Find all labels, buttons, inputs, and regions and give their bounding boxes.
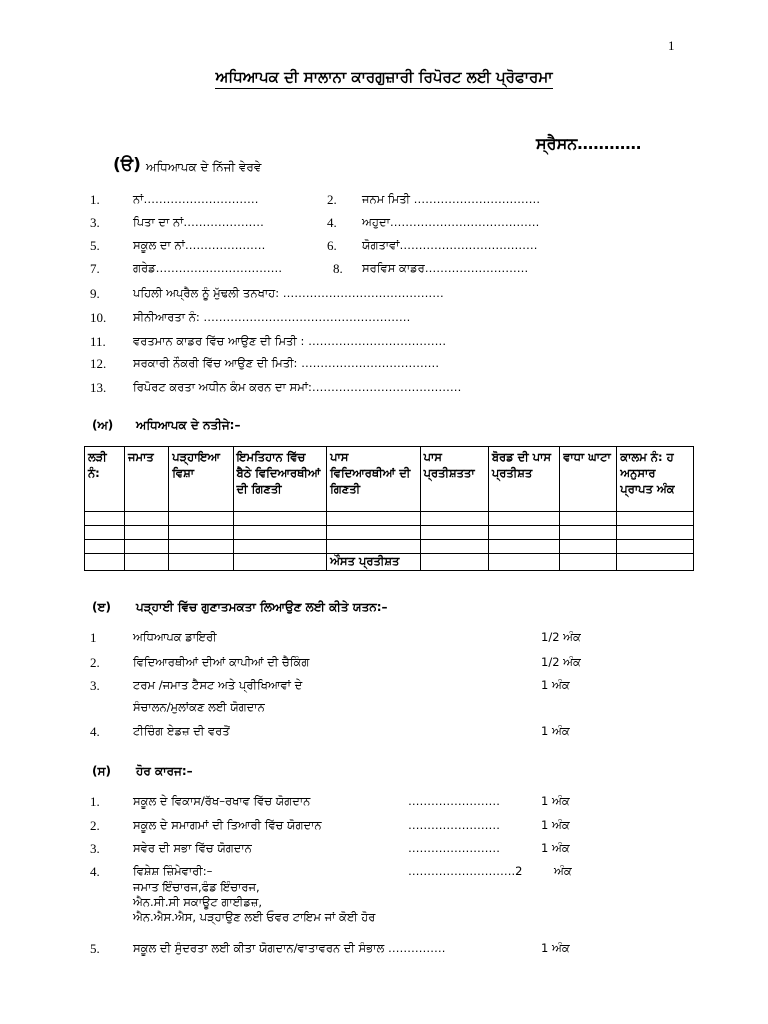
field-father-name: ਪਿਤਾ ਦਾ ਨਾਂ………………… bbox=[133, 215, 264, 229]
col-students-appeared: ਇਮਤਿਹਾਨ ਵਿੱਚ ਬੈਠੇ ਵਿਦਿਆਰਥੀਆਂ ਦੀ ਗਿਣਤੀ bbox=[233, 447, 327, 512]
field-seniority-no: ਸੀਨੀਆਰਤਾ ਨੰ: ……………………………………………… bbox=[133, 310, 411, 324]
quality-item-marks: 1/2 ਅੰਕ bbox=[541, 630, 581, 644]
item-number: 10. bbox=[90, 310, 107, 325]
quality-item-marks: 1/2 ਅੰਕ bbox=[541, 655, 581, 669]
section-b-heading: ਅਧਿਆਪਕ ਦੇ ਨਤੀਜੇ:– bbox=[136, 418, 241, 432]
quality-item-label: ਟੀਚਿੰਗ ਏਡਜ਼ ਦੀ ਵਰਤੋਂ bbox=[133, 724, 230, 738]
other-item-label: ਵਿਸ਼ੇਸ਼ ਜ਼ਿੰਮੇਵਾਰੀ:– bbox=[133, 864, 213, 878]
col-marks-obtained: ਕਾਲਮ ਨੰ: ਹ ਅਨੁਸਾਰ ਪ੍ਰਾਪਤ ਅੰਕ bbox=[617, 447, 694, 512]
table-row bbox=[85, 526, 694, 540]
quality-item-label: ਟਰਮ /ਜਮਾਤ ਟੈਸਟ ਅਤੇ ਪ੍ਰੀਖਿਆਵਾਂ ਦੇ bbox=[133, 678, 303, 692]
average-percentage-label: ਔਸਤ ਪ੍ਰਤੀਸ਼ਤ bbox=[327, 554, 421, 571]
section-a-heading: ਅਧਿਆਪਕ ਦੇ ਨਿੱਜੀ ਵੇਰਵੇ bbox=[146, 160, 262, 174]
page-number: 1 bbox=[668, 38, 675, 53]
quality-item-marks: 1 ਅੰਕ bbox=[541, 724, 570, 738]
page-title bbox=[0, 68, 768, 86]
quality-item-label-cont: ਸੰਚਾਲਨ/ਮੁਲਾਂਕਣ ਲਈ ਯੋਗਦਾਨ bbox=[133, 700, 265, 714]
item-number: 8. bbox=[333, 261, 343, 276]
special-duty-line: ਐਨ.ਸੀ.ਸੀ ਸਕਾਊਟ ਗਾਈਡਜ਼, bbox=[133, 895, 262, 909]
item-number: 4. bbox=[90, 864, 100, 879]
item-number: 2. bbox=[90, 818, 100, 833]
item-number: 1. bbox=[90, 794, 100, 809]
other-item-label: ਸਕੂਲ ਦੀ ਸੁੰਦਰਤਾ ਲਈ ਕੀਤਾ ਯੋਗਦਾਨ/ਵਾਤਾਵਰਨ ਦੀ ਸੰਭਾਲ …………… bbox=[133, 941, 446, 955]
col-class: ਜਮਾਤ bbox=[125, 447, 169, 512]
col-pass-percentage: ਪਾਸ ਪ੍ਰਤੀਸ਼ਤਤਾ bbox=[420, 447, 488, 512]
item-number: 2. bbox=[90, 655, 100, 670]
field-name: ਨਾਂ………………………… bbox=[133, 192, 259, 206]
field-date-of-birth: ਜਨਮ ਮਿਤੀ …………………………… bbox=[362, 192, 541, 206]
col-subject: ਪੜ੍ਹਾਇਆ ਵਿਸ਼ਾ bbox=[169, 447, 233, 512]
other-item-dots: ……………………….2 bbox=[408, 864, 523, 878]
item-number: 2. bbox=[327, 192, 337, 207]
results-table bbox=[84, 446, 694, 571]
item-number: 11. bbox=[90, 334, 106, 349]
field-designation: ਅਹੁਦਾ………………………………… bbox=[362, 215, 540, 229]
other-item-label: ਸਕੂਲ ਦੇ ਸਮਾਗਮਾਂ ਦੀ ਤਿਆਰੀ ਵਿੱਚ ਯੋਗਦਾਨ bbox=[133, 818, 322, 832]
col-board-pass-percentage: ਬੋਰਡ ਦੀ ਪਾਸ ਪ੍ਰਤੀਸ਼ਤ bbox=[488, 447, 559, 512]
special-duty-line: ਜਮਾਤ ਇੰਚਾਰਜ,ਫੰਡ ਇੰਚਾਰਜ, bbox=[133, 880, 260, 894]
item-number: 4. bbox=[327, 215, 337, 230]
quality-item-marks: 1 ਅੰਕ bbox=[541, 678, 570, 692]
session-field: ਸ੍ਰੈਸਨ………… bbox=[536, 134, 642, 153]
item-number: 3. bbox=[90, 841, 100, 856]
table-row-average bbox=[85, 554, 694, 571]
field-current-cadre-date: ਵਰਤਮਾਨ ਕਾਡਰ ਵਿੱਚ ਆਉਣ ਦੀ ਮਿਤੀ : ……………………………… bbox=[133, 334, 447, 348]
quality-item-label: ਵਿਦਿਆਰਥੀਆਂ ਦੀਆਂ ਕਾਪੀਆਂ ਦੀ ਚੈਕਿੰਗ bbox=[133, 655, 310, 669]
field-govt-job-date: ਸਰਕਾਰੀ ਨੌਕਰੀ ਵਿੱਚ ਆਉਣ ਦੀ ਮਿਤੀ: ……………………………… bbox=[133, 356, 440, 370]
item-number: 6. bbox=[327, 238, 337, 253]
item-number: 5. bbox=[90, 238, 100, 253]
item-number: 12. bbox=[90, 356, 107, 371]
table-row bbox=[85, 512, 694, 526]
item-number: 3. bbox=[90, 678, 100, 693]
section-d-mark: (ਸ) bbox=[92, 764, 111, 778]
item-number: 4. bbox=[90, 724, 100, 739]
item-number: 5. bbox=[90, 941, 100, 956]
field-grade: ਗਰੇਡ…………………………… bbox=[133, 261, 283, 275]
section-c-mark: (ੲ) bbox=[92, 600, 111, 614]
other-item-label: ਸਵੇਰ ਦੀ ਸਭਾ ਵਿੱਚ ਯੋਗਦਾਨ bbox=[133, 841, 252, 855]
item-number: 13. bbox=[90, 380, 107, 395]
item-number: 7. bbox=[90, 261, 100, 276]
other-item-marks: ਅੰਕ bbox=[554, 864, 572, 878]
item-number: 3. bbox=[90, 215, 100, 230]
field-school-name: ਸਕੂਲ ਦਾ ਨਾਂ………………… bbox=[133, 238, 266, 252]
other-item-label: ਸਕੂਲ ਦੇ ਵਿਕਾਸ/ਰੱਖ–ਰਖਾਵ ਵਿੱਚ ਯੋਗਦਾਨ bbox=[133, 794, 311, 808]
field-basic-pay: ਪਹਿਲੀ ਅਪ੍ਰੈਲ ਨੂੰ ਮੁੱਢਲੀ ਤਨਖਾਹ: …………………………………… bbox=[133, 286, 444, 300]
other-item-dots: …………………… bbox=[408, 841, 500, 855]
field-reporting-period: ਰਿਪੋਰਟ ਕਰਤਾ ਅਧੀਨ ਕੰਮ ਕਰਨ ਦਾ ਸਮਾਂ:………………………………… bbox=[133, 380, 462, 394]
table-row bbox=[85, 540, 694, 554]
item-number: 1. bbox=[90, 192, 100, 207]
section-b-mark: (ਅ) bbox=[92, 418, 114, 432]
item-number: 9. bbox=[90, 286, 100, 301]
item-number: 1 bbox=[90, 630, 97, 645]
section-c-heading: ਪੜ੍ਹਾਈ ਵਿੱਚ ਗੁਣਾਤਮਕਤਾ ਲਿਆਉਣ ਲਈ ਕੀਤੇ ਯਤਨ:– bbox=[136, 600, 388, 614]
other-item-marks: 1 ਅੰਕ bbox=[541, 794, 570, 808]
section-d-heading: ਹੋਰ ਕਾਰਜ:– bbox=[136, 764, 193, 778]
other-item-marks: 1 ਅੰਕ bbox=[541, 941, 570, 955]
field-qualifications: ਯੋਗਤਾਵਾਂ……………………………… bbox=[362, 238, 538, 252]
special-duty-line: ਐਨ.ਐਸ.ਐਸ, ਪੜ੍ਹਾਉਣ ਲਈ ਓਵਰ ਟਾਇਮ ਜਾਂ ਕੋਈ ਹੋਰ bbox=[133, 910, 376, 924]
col-increase-decrease: ਵਾਧਾ ਘਾਟਾ bbox=[560, 447, 617, 512]
other-item-dots: …………………… bbox=[408, 818, 500, 832]
section-a-mark: (ੳ) bbox=[113, 155, 141, 175]
col-students-passed: ਪਾਸ ਵਿਦਿਆਰਥੀਆਂ ਦੀ ਗਿਣਤੀ bbox=[327, 447, 421, 512]
page-title-text: ਅਧਿਆਪਕ ਦੀ ਸਾਲਾਨਾ ਕਾਰਗੁਜ਼ਾਰੀ ਰਿਪੋਰਟ ਲਈ ਪ੍ਰੋਫਾਰਮਾ bbox=[215, 68, 552, 89]
other-item-marks: 1 ਅੰਕ bbox=[541, 818, 570, 832]
table-header-row bbox=[85, 447, 694, 512]
other-item-dots: …………………… bbox=[408, 794, 500, 808]
other-item-marks: 1 ਅੰਕ bbox=[541, 841, 570, 855]
quality-item-label: ਅਧਿਆਪਕ ਡਾਇਰੀ bbox=[133, 630, 217, 644]
field-service-cadre: ਸਰਵਿਸ ਕਾਡਰ……………………… bbox=[362, 261, 529, 275]
col-serial-no: ਲੜੀ ਨੰ: bbox=[85, 447, 125, 512]
